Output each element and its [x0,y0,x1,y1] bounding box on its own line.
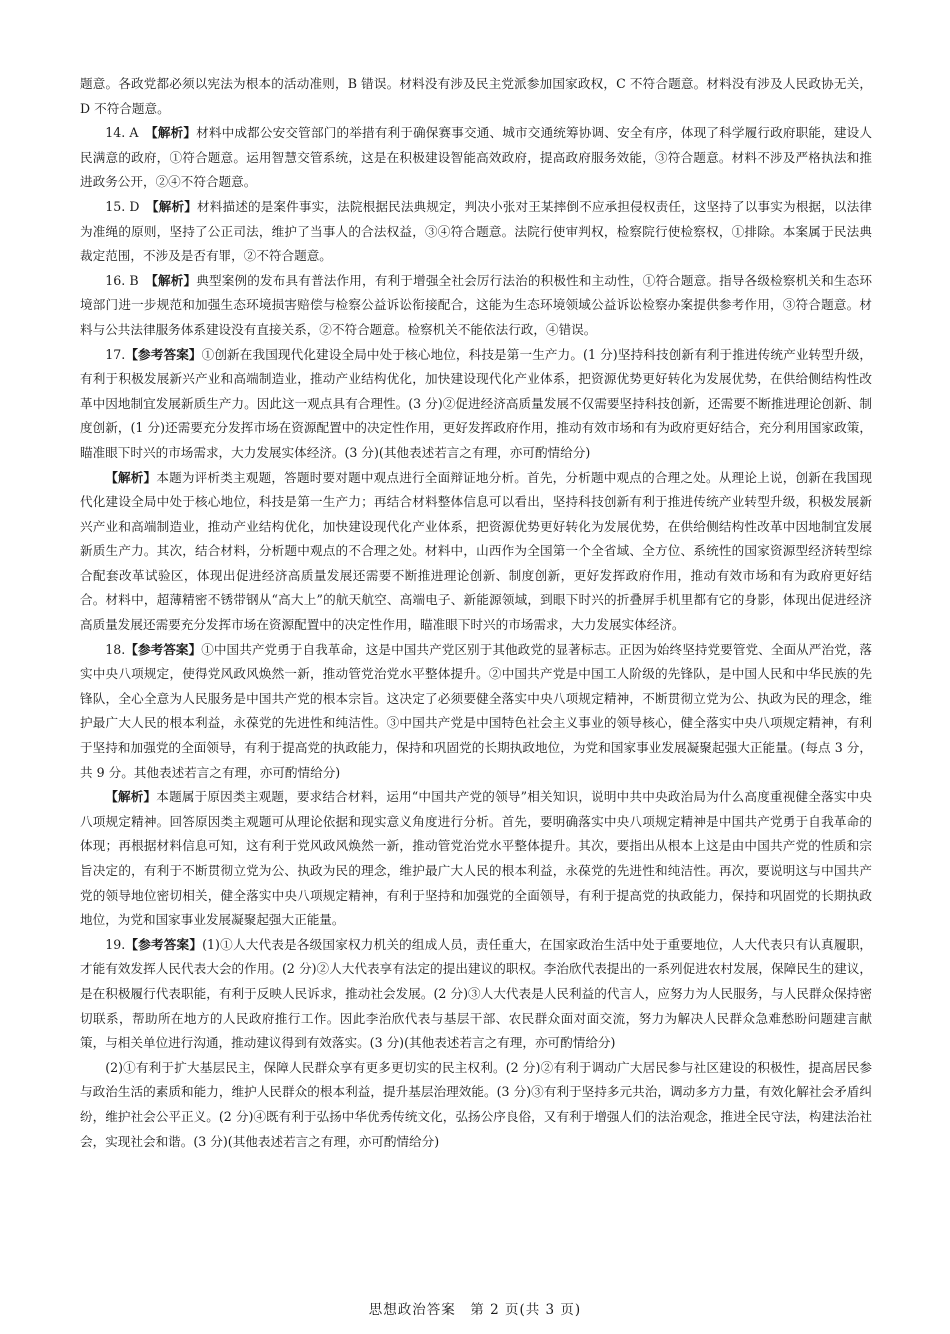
analysis-tag: 【解析】 [151,272,197,288]
analysis-tag: 【解析】 [152,198,197,214]
paragraph-q17-answer [80,343,872,466]
answer-document [80,72,872,1154]
question-number: 16. B [105,272,152,288]
reference-answer-tag: 【参考答案】 [125,346,202,362]
paragraph-text: ①创新在我国现代化建设全局中处于核心地位，科技是第一生产力。(1 分)坚持科技创新有利于推进传统产业转型升级，有利于积极发展新兴产业和高端制造业，推动产业结构优化，加快建设现代化产业体系，把资源优势更好转化为发展优势，在供给侧结构性改革中因地制宜发展新质生产力。因此这一观点具有合理性。(3 分)②促进经济高质量发展不仅需要坚持科技创新，还需要不断推进理论创新、制度创新，(1 分)还需要充分发挥市场在资源配置中的决定性作用，更好发挥政府作用，推动有效市场和有为政府更好结合，充分利用国家政策，瞄准眼下时兴的市场需求，大力发展实体经济。(3 分)(其他表述若言之有理，亦可酌情给分) [80,346,873,460]
paragraph-q15 [80,195,872,269]
paragraph-q18-answer [80,638,872,786]
question-number: 19. [105,936,126,952]
paragraph-text: 材料描述的是案件事实，法院根据民法典规定，判决小张对王某摔倒不应承担侵权责任，这坚持了以事实为根据，以法律为准绳的原则，坚持了公正司法，维护了当事人的合法权益，③④符合题意。法院行使审判权，检察院行使检察权，①排除。本案属于民法典裁定范围，不涉及是否有罪，②不符合题意。 [80,198,872,264]
paragraph-q14 [80,121,872,195]
reference-answer-tag: 【参考答案】 [125,936,203,952]
question-number: 17. [105,346,126,362]
paragraph-text: 典型案例的发布具有普法作用，有利于增强全社会厉行法治的积极性和主动性，①符合题意。指导各级检察机关和生态环境部门进一步规范和加强生态环境损害赔偿与检察公益诉讼衔接配合，这能为生态环境领域公益诉讼检察办案提供参考作用，③符合题意。材料与公共法律服务体系建设没有直接关系，②不符合题意。检察机关不能依法行政，④错误。 [80,272,872,337]
question-number: 14. A [105,125,152,141]
paragraph-q18-analysis [80,785,872,933]
paragraph-text: ①中国共产党勇于自我革命，这是中国共产党区别于其他政党的显著标志。正因为始终坚持党要管党、全面从严治党，落实中央八项规定，使得党风政风焕然一新，推动管党治党水平整体提升。②中国共产党是中国工人阶级的先锋队，是中国人民和中华民族的先锋队，全心全意为人民服务是中国共产党的根本宗旨。这决定了必须要健全落实中央八项规定精神，不断贯彻立党为公、执政为民的理念，维护最广大人民的根本利益，永葆党的先进性和纯洁性。③中国共产党是中国特色社会主义事业的领导核心，健全落实中央八项规定精神，有利于坚持和加强党的全面领导，有利于提高党的执政能力，保持和巩固党的长期执政地位，为党和国家事业发展凝聚起强大正能量。(每点 3 分，共 9 分。其他表述若言之有理，亦可酌情给分) [80,641,873,780]
paragraph-text: 材料中成都公安交管部门的举措有利于确保赛事交通、城市交通统筹协调、安全有序，体现了科学履行政府职能，建设人民满意的政府，①符合题意。运用智慧交管系统，这是在积极建设智能高效政府，提高政府服务效能，③符合题意。材料不涉及严格执法和推进政务公开，②④不符合题意。 [80,125,873,190]
paragraph-q19-answer [80,933,872,1056]
question-number: 15. D [105,198,153,214]
question-number: 18. [105,641,126,657]
paragraph-text: 本题属于原因类主观题，要求结合材料，运用“中国共产党的领导”相关知识，说明中共中央政治局为什么高度重视健全落实中央八项规定精神。回答原因类主观题可从理论依据和现实意义角度进行分析。首先，要明确落实中央八项规定精神是中国共产党勇于自我革命的体现；再根据材料信息可知，这有利于党风政风焕然一新，推动管党治党水平整体提升。其次，要指出从根本上这是由中国共产党的性质和宗旨决定的，有利于不断贯彻立党为公、执政为民的理念，维护最广大人民的根本利益，永葆党的先进性和纯洁性。再次，要说明这与中国共产党的领导地位密切相关，健全落实中央八项规定精神，有利于坚持和加强党的全面领导，有利于提高党的执政能力，保持和巩固党的长期执政地位，为党和国家事业发展凝聚起强大正能量。 [80,789,872,928]
paragraph-text: 本题为评析类主观题，答题时要对题中观点进行全面辩证地分析。首先，分析题中观点的合理之处。从理论上说，创新在我国现代化建设全局中处于核心地位，科技是第一生产力；再结合材料整体信息可以看出，坚持科技创新有利于推进传统产业转型升级，积极发展新兴产业和高端制造业，推动产业结构优化，加快建设现代化产业体系，把资源优势更好转化为发展优势，在供给侧结构性改革中因地制宜发展新质生产力。其次，结合材料，分析题中观点的不合理之处。材料中，山西作为全国第一个全省域、全方位、系统性的国家资源型经济转型综合配套改革试验区，体现出促进经济高质量发展还需要不断推进理论创新、制度创新，更好发挥政府作用，推动有效市场和有为政府更好结合。材料中，超薄精密不锈带钢从“高大上”的航天航空、高端电子、新能源领域，到眼下时兴的折叠屏手机里都有它的身影，体现出促进经济高质量发展还需要充分发挥市场在资源配置中的决定性作用，瞄准眼下时兴的市场需求，大力发展实体经济。 [80,469,873,633]
page-footer: 思想政治答案 第 2 页(共 3 页) [368,1302,582,1318]
paragraph-q17-analysis [80,466,872,638]
paragraph-q16 [80,269,872,343]
paragraph-q13-cont [80,72,872,121]
reference-answer-tag: 【参考答案】 [125,641,202,657]
analysis-tag: 【解析】 [151,125,197,141]
analysis-tag: 【解析】 [105,789,157,805]
paragraph-text: (2)①有利于扩大基层民主，保障人民群众享有更多更切实的民主权利。(2 分)②有利于调动广大居民参与社区建设的积极性，提高居民参与政治生活的素质和能力，维护人民群众的根本利益，提升基层治理效能。(3 分)③有利于坚持多元共治，调动多方力量，有效化解社会矛盾纠纷，维护社会公平正义。(2 分)④既有利于弘扬中华优秀传统文化，弘扬公序良俗，又有利于增强人们的法治观念，推进全民守法，构建法治社会，实现社会和谐。(3 分)(其他表述若言之有理，亦可酌情给分) [80,1059,872,1149]
paragraph-text: (1)①人大代表是各级国家权力机关的组成人员，责任重大，在国家政治生活中处于重要地位，人大代表只有认真履职，才能有效发挥人民代表大会的作用。(2 分)②人大代表享有法定的提出建议的职权。李治欣代表提出的一系列促进农村发展，保障民生的建议，是在积极履行代表职能，有利于反映人民诉求，推动社会发展。(2 分)③人大代表是人民利益的代言人，应努力为人民服务，与人民群众保持密切联系，帮助所在地方的人民政府推行工作。因此李治欣代表与基层干部、农民群众面对面交流，努力为解决人民群众急难愁盼问题建言献策，与相关单位进行沟通，推动建议得到有效落实。(3 分)(其他表述若言之有理，亦可酌情给分) [80,936,873,1051]
paragraph-text: 题意。各政党都必须以宪法为根本的活动准则，B 错误。材料没有涉及民主党派参加国家政权，C 不符合题意。材料没有涉及人民政协无关，D 不符合题意。 [80,76,872,116]
paragraph-q19-part2 [80,1056,872,1154]
analysis-tag: 【解析】 [105,469,157,485]
